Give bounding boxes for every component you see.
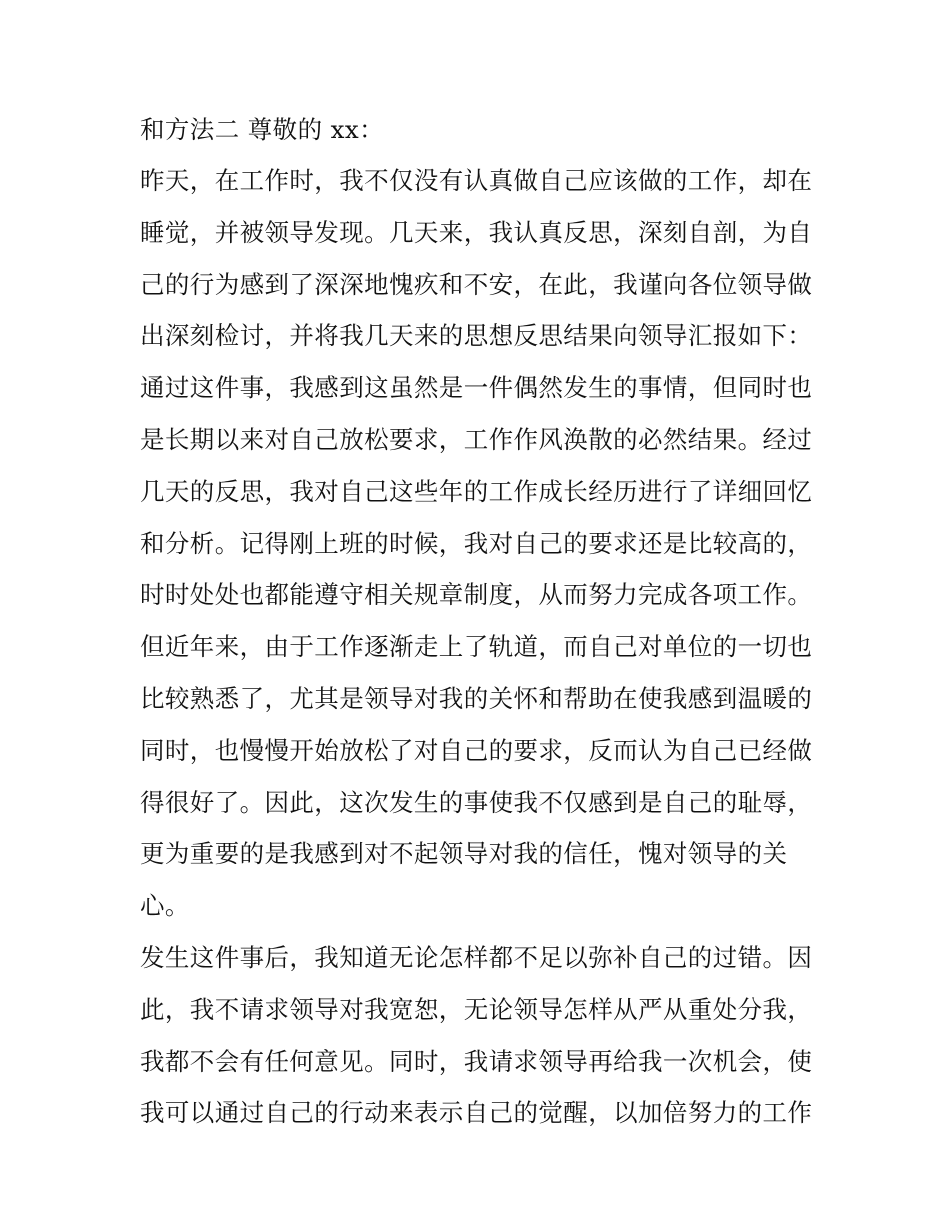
text-line: 得很好了。因此，这次发生的事使我不仅感到是自己的耻辱，: [140, 787, 813, 817]
text-line: 此，我不请求领导对我宽恕，无论领导怎样从严从重处分我，: [140, 994, 813, 1024]
text-line: 我可以通过自己的行动来表示自己的觉醒，以加倍努力的工作: [140, 1098, 813, 1128]
text-line: 时时处处也都能遵守相关规章制度，从而努力完成各项工作。: [140, 580, 813, 610]
text-line: 是长期以来对自己放松要求，工作作风涣散的必然结果。经过: [140, 424, 813, 454]
text-line: 但近年来，由于工作逐渐走上了轨道，而自己对单位的一切也: [140, 632, 813, 662]
text-line: 同时，也慢慢开始放松了对自己的要求，反而认为自己已经做: [140, 735, 813, 765]
text-line: 更为重要的是我感到对不起领导对我的信任，愧对领导的关: [140, 839, 788, 869]
text-line: 出深刻检讨，并将我几天来的思想反思结果向领导汇报如下：: [140, 321, 813, 351]
text-line: 发生这件事后，我知道无论怎样都不足以弥补自己的过错。因: [140, 942, 813, 972]
salutation-line: 和方法二 尊敬的 xx：: [140, 115, 385, 144]
text-line: 昨天，在工作时，我不仅没有认真做自己应该做的工作，却在: [140, 166, 813, 195]
text-line: 通过这件事，我感到这虽然是一件偶然发生的事情，但同时也: [140, 373, 813, 403]
text-line: 睡觉，并被领导发现。几天来，我认真反思，深刻自剖，为自: [140, 217, 813, 247]
text-line: 己的行为感到了深深地愧疚和不安，在此，我谨向各位领导做: [140, 269, 813, 299]
text-line: 心。: [140, 891, 190, 921]
text-line: 比较熟悉了，尤其是领导对我的关怀和帮助在使我感到温暖的: [140, 683, 813, 713]
text-line: 我都不会有任何意见。同时，我请求领导再给我一次机会，使: [140, 1046, 813, 1076]
text-line: 和分析。记得刚上班的时候，我对自己的要求还是比较高的，: [140, 528, 813, 558]
document-body: [140, 110, 820, 1145]
text-line: 几天的反思，我对自己这些年的工作成长经历进行了详细回忆: [140, 476, 813, 506]
